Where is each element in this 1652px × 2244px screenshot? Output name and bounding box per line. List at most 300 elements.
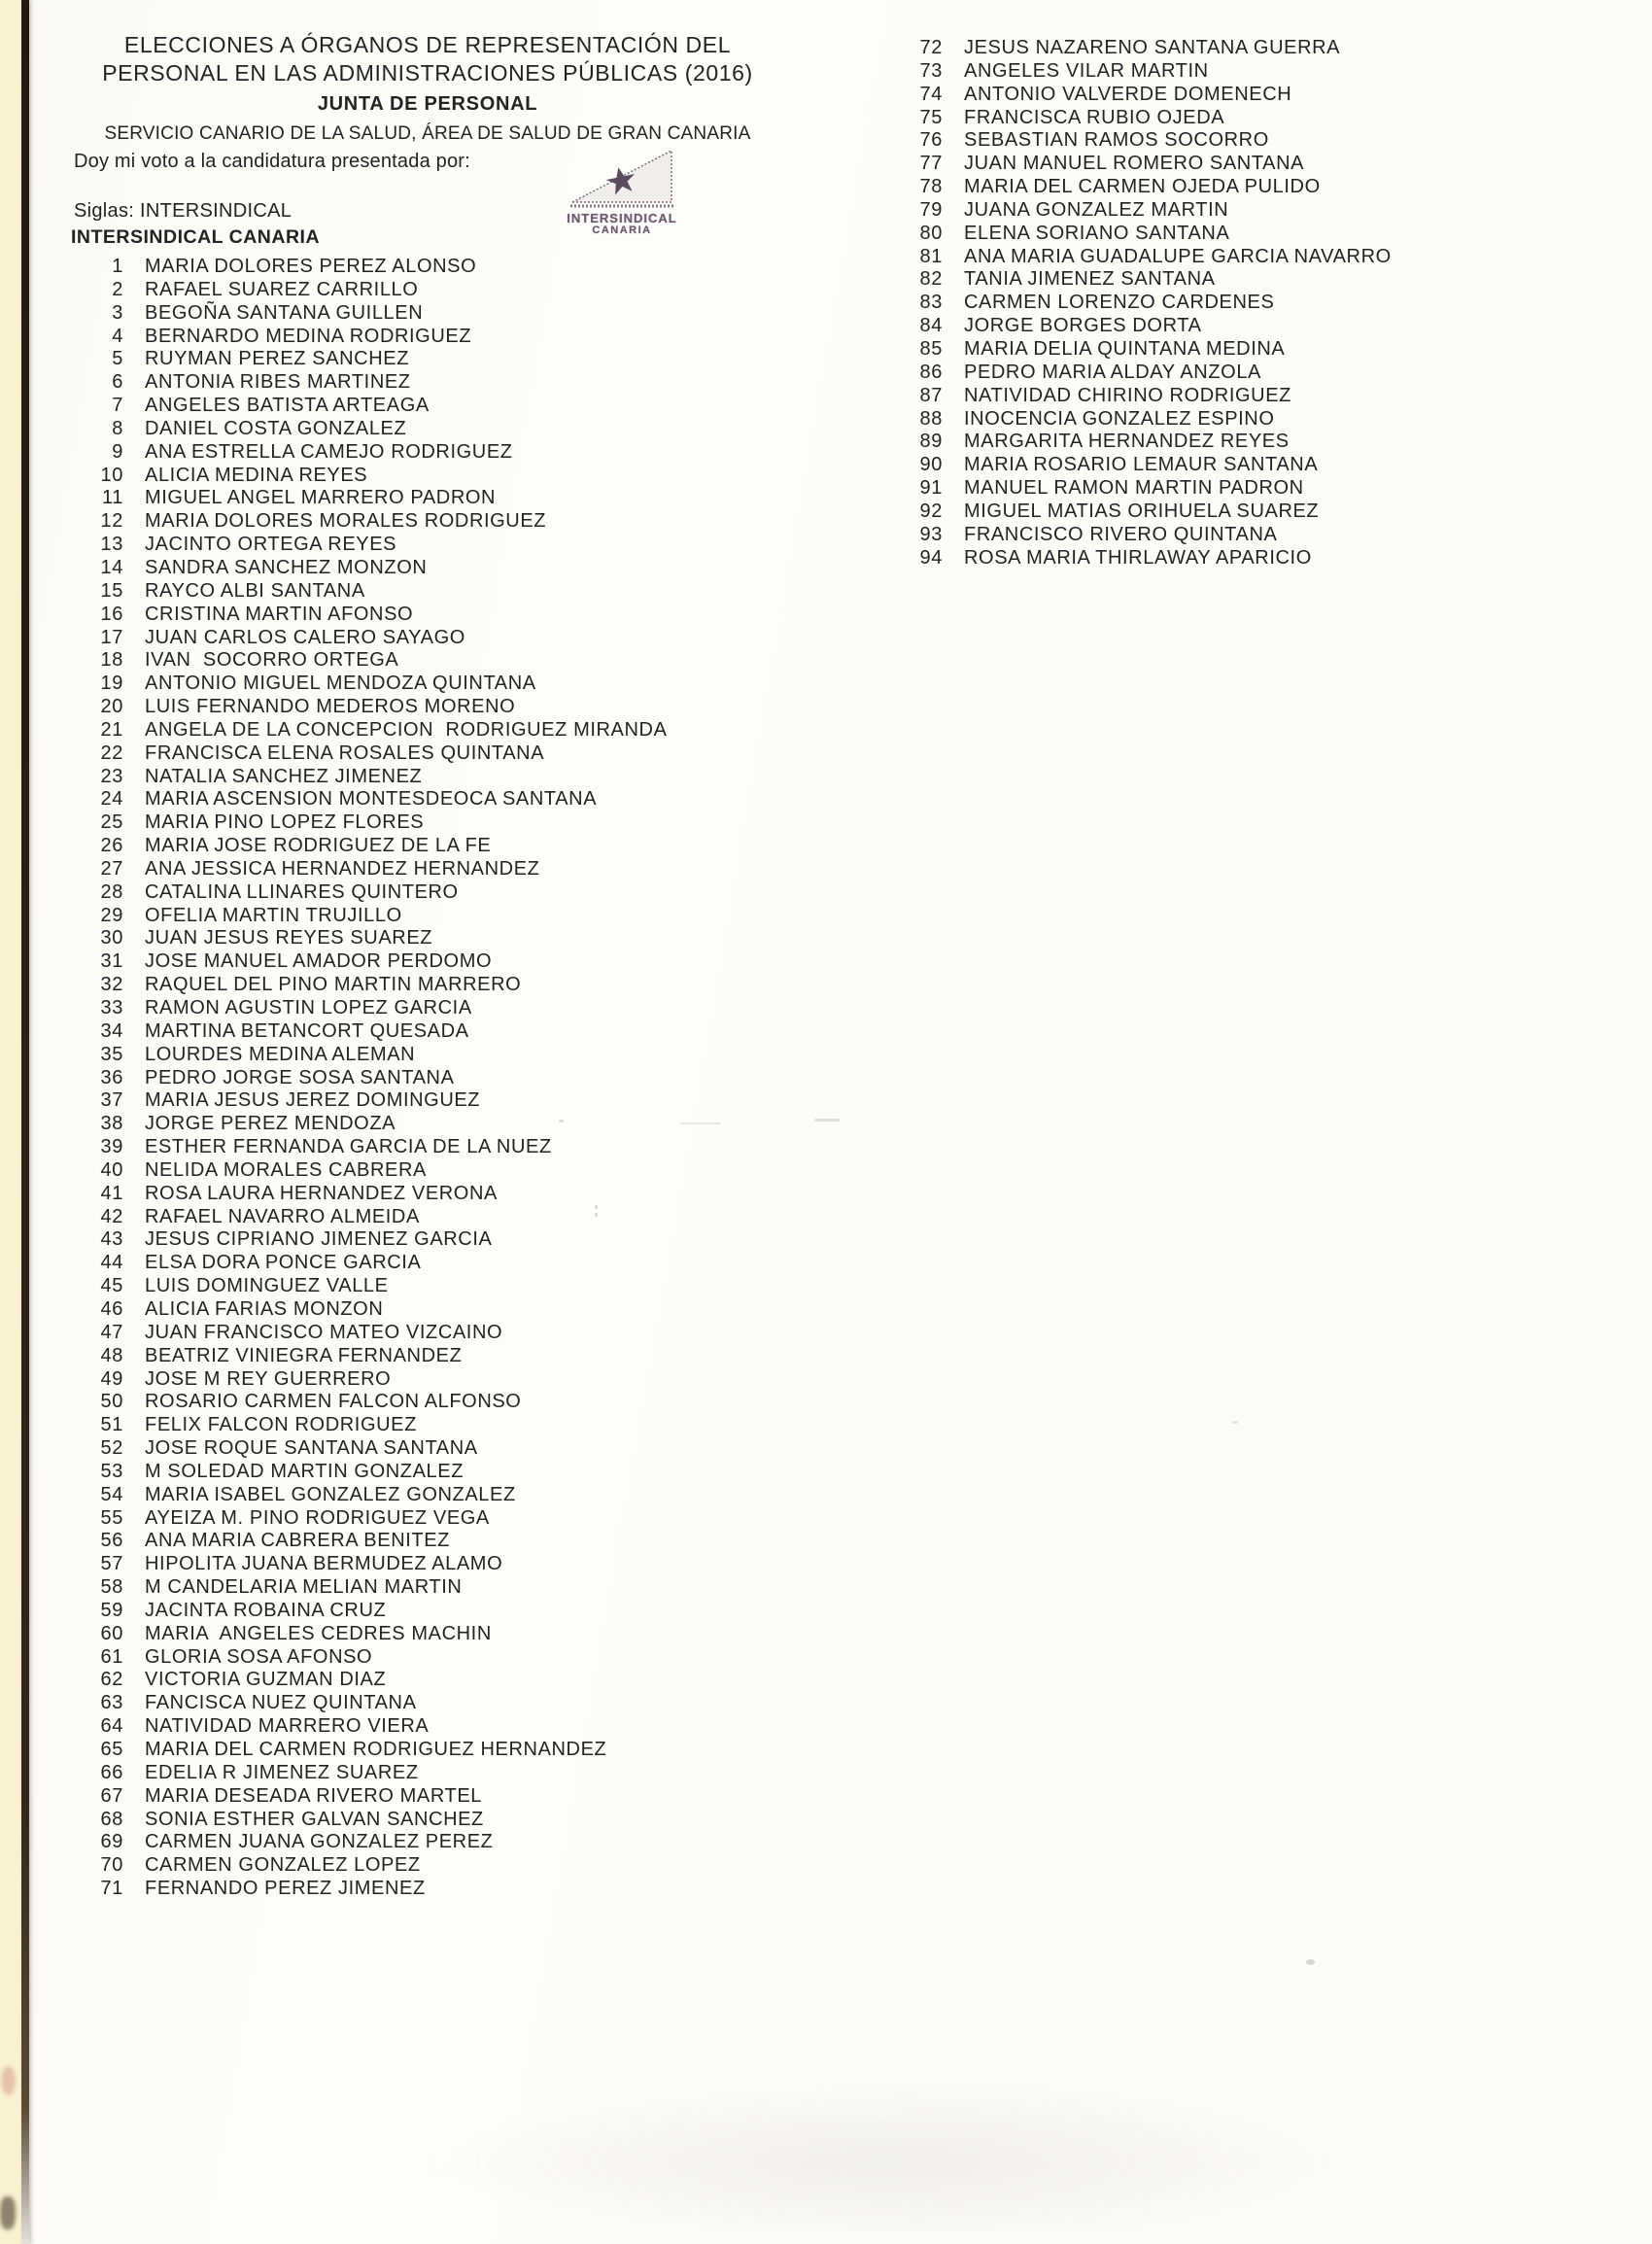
candidate-number: 39 (100, 1136, 123, 1158)
candidate-name: MARIA DEL CARMEN RODRIGUEZ HERNANDEZ (145, 1739, 607, 1760)
list-item (94, 1854, 668, 1878)
list-item (94, 1159, 668, 1183)
list-item (94, 1600, 668, 1623)
junta-de-personal-title: JUNTA DE PERSONAL (317, 93, 538, 115)
list-item (94, 905, 668, 928)
candidate-name: MARIA DELIA QUINTANA MEDINA (964, 337, 1286, 360)
candidate-name: JUANA GONZALEZ MARTIN (964, 198, 1229, 221)
candidate-number: 4 (112, 325, 123, 347)
candidate-number: 67 (100, 1784, 123, 1807)
candidate-number: 73 (919, 59, 943, 82)
candidate-number: 18 (100, 649, 123, 672)
candidate-number: 74 (919, 83, 943, 105)
list-item (94, 465, 668, 488)
list-item (913, 292, 1392, 315)
candidate-name: ROSA MARIA THIRLAWAY APARICIO (964, 546, 1312, 569)
candidate-number: 1 (112, 256, 123, 277)
candidate-number: 70 (100, 1854, 123, 1877)
candidate-number: 78 (919, 176, 943, 198)
candidate-name: JACINTO ORTEGA REYES (145, 534, 397, 556)
candidate-number: 35 (100, 1043, 123, 1065)
list-item (913, 385, 1392, 408)
candidate-number: 36 (100, 1066, 123, 1088)
candidate-number: 57 (100, 1553, 123, 1575)
list-item (913, 454, 1392, 477)
scan-artifact (1232, 1421, 1238, 1424)
vote-statement: Doy mi voto a la candidatura presentada por: (74, 151, 470, 172)
list-item (94, 1739, 668, 1762)
candidate-number: 16 (100, 603, 123, 625)
list-item (94, 1507, 668, 1531)
candidate-number: 62 (100, 1669, 123, 1691)
candidate-number: 29 (100, 904, 123, 926)
list-item (94, 279, 668, 302)
candidate-name: TANIA JIMENEZ SANTANA (964, 268, 1216, 291)
candidate-name: ANA ESTRELLA CAMEJO RODRIGUEZ (145, 440, 513, 463)
candidate-number: 28 (100, 880, 123, 903)
list-item (94, 1461, 668, 1484)
list-item (94, 627, 668, 650)
candidate-name: FRANCISCA RUBIO OJEDA (964, 106, 1225, 128)
list-item (94, 974, 668, 997)
candidate-name: MARIA DEL CARMEN OJEDA PULIDO (964, 176, 1321, 198)
list-item (94, 1067, 668, 1090)
list-item (94, 788, 668, 811)
candidate-name: ALICIA FARIAS MONZON (145, 1297, 384, 1320)
list-item (94, 1275, 668, 1298)
candidate-number: 22 (100, 742, 123, 764)
list-item (94, 580, 668, 604)
scan-artifact (559, 1120, 564, 1122)
candidate-name: NATIVIDAD MARRERO VIERA (145, 1715, 430, 1738)
list-item (94, 719, 668, 742)
candidate-name: IVAN SOCORRO ORTEGA (145, 649, 399, 672)
candidate-number: 46 (100, 1297, 123, 1320)
list-item (94, 673, 668, 696)
candidate-number: 69 (100, 1831, 123, 1853)
list-item (913, 362, 1392, 385)
candidate-number: 34 (100, 1019, 123, 1042)
candidate-name: BERNARDO MEDINA RODRIGUEZ (145, 325, 472, 347)
candidate-name: RUYMAN PEREZ SANCHEZ (145, 348, 410, 370)
candidate-name: SANDRA SANCHEZ MONZON (145, 556, 428, 578)
candidate-name: JUAN FRANCISCO MATEO VIZCAINO (145, 1321, 503, 1343)
list-item (94, 696, 668, 719)
candidate-name: VICTORIA GUZMAN DIAZ (145, 1669, 387, 1691)
candidate-number: 75 (919, 106, 943, 128)
intersindical-canaria-logo (562, 146, 682, 237)
candidate-number: 91 (919, 477, 943, 500)
candidate-number: 83 (919, 292, 943, 314)
list-item (913, 431, 1392, 454)
candidate-number: 20 (100, 696, 123, 718)
candidate-number: 54 (100, 1483, 123, 1505)
candidate-name: ESTHER FERNANDA GARCIA DE LA NUEZ (145, 1136, 552, 1158)
candidate-number: 66 (100, 1761, 123, 1783)
list-item (913, 176, 1392, 199)
list-item (94, 1136, 668, 1159)
candidate-name: LOURDES MEDINA ALEMAN (145, 1043, 416, 1065)
list-item (94, 1878, 668, 1901)
candidate-number: 48 (100, 1344, 123, 1366)
candidate-number: 6 (112, 371, 123, 394)
candidate-number: 13 (100, 534, 123, 556)
candidate-number: 81 (919, 245, 943, 267)
candidate-name: SONIA ESTHER GALVAN SANCHEZ (145, 1808, 484, 1830)
candidate-name: NATIVIDAD CHIRINO RODRIGUEZ (964, 384, 1291, 406)
candidate-number: 88 (919, 407, 943, 430)
list-item (94, 510, 668, 534)
candidate-number: 64 (100, 1715, 123, 1738)
candidate-number: 58 (100, 1576, 123, 1599)
candidate-name: LUIS FERNANDO MEDEROS MORENO (145, 696, 516, 718)
scan-artifact (595, 1213, 598, 1217)
scan-artifact (1, 2066, 16, 2095)
candidate-name: JOSE ROQUE SANTANA SANTANA (145, 1437, 478, 1460)
list-item (913, 107, 1392, 130)
list-item (94, 858, 668, 881)
candidate-name: HIPOLITA JUANA BERMUDEZ ALAMO (145, 1553, 503, 1575)
list-item (94, 1437, 668, 1461)
list-item (94, 604, 668, 627)
candidate-number: 80 (919, 222, 943, 244)
scan-artifact (418, 2080, 1341, 2230)
candidate-column-right (913, 37, 1392, 570)
candidate-number: 86 (919, 361, 943, 383)
list-item (94, 1044, 668, 1067)
list-item (94, 927, 668, 950)
candidate-number: 17 (100, 626, 123, 648)
candidate-number: 44 (100, 1252, 123, 1274)
candidate-name: JORGE BORGES DORTA (964, 315, 1202, 337)
list-item (94, 1576, 668, 1600)
candidate-number: 15 (100, 579, 123, 602)
candidate-number: 38 (100, 1113, 123, 1135)
candidate-name: MARIA ROSARIO LEMAUR SANTANA (964, 454, 1319, 476)
list-item (913, 268, 1392, 292)
scan-artifact (814, 1119, 840, 1122)
candidate-number: 31 (100, 950, 123, 973)
candidate-name: FRANCISCA ELENA ROSALES QUINTANA (145, 742, 545, 764)
list-item (94, 302, 668, 326)
candidate-name: MARIA DESEADA RIVERO MARTEL (145, 1784, 483, 1807)
list-item (94, 1368, 668, 1392)
candidate-number: 11 (102, 487, 123, 509)
list-item (94, 1831, 668, 1854)
candidate-name: NATALIA SANCHEZ JIMENEZ (145, 765, 423, 787)
candidate-number: 50 (100, 1391, 123, 1413)
list-item (94, 1183, 668, 1206)
list-item (94, 487, 668, 510)
candidate-number: 55 (100, 1506, 123, 1529)
list-item (94, 256, 668, 279)
candidate-name: NELIDA MORALES CABRERA (145, 1158, 427, 1181)
list-item (94, 1692, 668, 1715)
candidate-name: MANUEL RAMON MARTIN PADRON (964, 477, 1304, 500)
candidate-name: ANA MARIA GUADALUPE GARCIA NAVARRO (964, 245, 1392, 267)
candidate-name: PEDRO JORGE SOSA SANTANA (145, 1066, 455, 1088)
candidate-name: MIGUEL MATIAS ORIHUELA SUAREZ (964, 500, 1320, 522)
candidate-name: BEATRIZ VINIEGRA FERNANDEZ (145, 1344, 463, 1366)
candidate-name: JORGE PEREZ MENDOZA (145, 1113, 396, 1135)
list-item (913, 84, 1392, 107)
candidate-name: FANCISCA NUEZ QUINTANA (145, 1692, 417, 1714)
candidate-number: 32 (100, 974, 123, 996)
candidacy-name: INTERSINDICAL CANARIA (71, 226, 321, 248)
candidate-number: 77 (919, 153, 943, 175)
scan-artifact (0, 2196, 16, 2229)
scan-edge-strip (0, 0, 21, 2244)
candidate-name: JUAN CARLOS CALERO SAYAGO (145, 626, 465, 648)
candidate-name: MARIA ASCENSION MONTESDEOCA SANTANA (145, 788, 598, 811)
list-item (913, 223, 1392, 246)
list-item (913, 199, 1392, 223)
candidate-number: 12 (100, 510, 123, 533)
candidate-name: MARIA ISABEL GONZALEZ GONZALEZ (145, 1483, 516, 1505)
candidate-name: ANTONIO VALVERDE DOMENECH (964, 83, 1292, 105)
candidate-name: MARIA JESUS JEREZ DOMINGUEZ (145, 1089, 481, 1112)
candidate-name: MARTINA BETANCORT QUESADA (145, 1019, 469, 1042)
list-item (94, 1345, 668, 1368)
list-item (913, 246, 1392, 269)
list-item (913, 338, 1392, 362)
candidate-number: 51 (100, 1414, 123, 1436)
candidate-number: 52 (100, 1437, 123, 1460)
candidate-number: 60 (100, 1622, 123, 1644)
list-item (94, 348, 668, 371)
list-item (94, 881, 668, 905)
candidate-name: RAQUEL DEL PINO MARTIN MARRERO (145, 974, 522, 996)
candidate-number: 37 (100, 1089, 123, 1112)
ballot-header (92, 31, 763, 145)
candidate-name: JUAN JESUS REYES SUAREZ (145, 927, 433, 949)
candidate-number: 53 (100, 1460, 123, 1482)
candidate-number: 43 (100, 1228, 123, 1251)
candidate-name: JESUS CIPRIANO JIMENEZ GARCIA (145, 1228, 493, 1251)
candidate-number: 47 (100, 1321, 123, 1343)
candidate-name: CRISTINA MARTIN AFONSO (145, 603, 414, 625)
list-item (913, 37, 1392, 60)
candidate-number: 24 (100, 788, 123, 811)
candidate-name: CARMEN LORENZO CARDENES (964, 292, 1275, 314)
candidate-name: BEGOÑA SANTANA GUILLEN (145, 301, 424, 324)
election-title-line1: ELECCIONES A ÓRGANOS DE REPRESENTACIÓN DEL (123, 32, 732, 57)
health-service-line: SERVICIO CANARIO DE LA SALUD, ÁREA DE SALUD DE GRAN CANARIA (104, 123, 751, 144)
candidate-name: JACINTA ROBAINA CRUZ (145, 1599, 387, 1621)
list-item (94, 950, 668, 974)
candidate-name: PEDRO MARIA ALDAY ANZOLA (964, 361, 1261, 383)
candidate-number: 82 (919, 268, 943, 291)
candidate-name: FRANCISCO RIVERO QUINTANA (964, 523, 1278, 545)
candidate-number: 87 (919, 384, 943, 406)
list-item (94, 1414, 668, 1437)
candidate-name: MARIA PINO LOPEZ FLORES (145, 811, 425, 834)
candidate-name: ANGELES BATISTA ARTEAGA (145, 395, 430, 417)
candidate-name: ANTONIO MIGUEL MENDOZA QUINTANA (145, 673, 536, 695)
candidate-name: RAMON AGUSTIN LOPEZ GARCIA (145, 997, 472, 1018)
candidate-name: M SOLEDAD MARTIN GONZALEZ (145, 1460, 465, 1482)
candidate-number: 10 (100, 464, 123, 486)
candidate-number: 41 (100, 1182, 123, 1204)
candidate-number: 76 (919, 129, 943, 152)
candidate-name: ELENA SORIANO SANTANA (964, 222, 1230, 244)
list-item (94, 326, 668, 349)
candidate-name: CARMEN GONZALEZ LOPEZ (145, 1854, 421, 1877)
candidate-number: 33 (100, 997, 123, 1018)
candidate-name: MARIA ANGELES CEDRES MACHIN (145, 1622, 492, 1644)
list-item (94, 1484, 668, 1507)
candidate-name: ELSA DORA PONCE GARCIA (145, 1252, 422, 1274)
candidate-number: 19 (100, 673, 123, 695)
candidate-number: 59 (100, 1599, 123, 1621)
candidate-name: MARIA JOSE RODRIGUEZ DE LA FE (145, 835, 492, 857)
candidate-number: 85 (919, 337, 943, 360)
list-item (94, 1322, 668, 1345)
candidate-name: JESUS NAZARENO SANTANA GUERRA (964, 37, 1341, 58)
candidate-number: 93 (919, 523, 943, 545)
list-item (94, 395, 668, 418)
candidate-number: 89 (919, 431, 943, 453)
candidate-name: AYEIZA M. PINO RODRIGUEZ VEGA (145, 1506, 490, 1529)
list-item (94, 534, 668, 557)
candidate-name: DANIEL COSTA GONZALEZ (145, 417, 407, 439)
candidate-number: 49 (100, 1367, 123, 1390)
candidate-name: FELIX FALCON RODRIGUEZ (145, 1414, 417, 1436)
list-item (94, 1623, 668, 1646)
list-item (913, 129, 1392, 153)
candidate-number: 42 (100, 1205, 123, 1227)
list-item (94, 811, 668, 835)
list-item (94, 1715, 668, 1739)
scan-artifact (1306, 1959, 1315, 1965)
candidate-name: ANA JESSICA HERNANDEZ HERNANDEZ (145, 857, 540, 880)
list-item (94, 418, 668, 441)
candidate-number: 7 (112, 395, 123, 417)
candidate-column-left (94, 256, 668, 1901)
candidate-number: 71 (100, 1878, 123, 1900)
candidate-name: SEBASTIAN RAMOS SOCORRO (964, 129, 1269, 152)
candidate-name: ROSA LAURA HERNANDEZ VERONA (145, 1182, 498, 1204)
list-item (913, 501, 1392, 524)
list-item (94, 1089, 668, 1113)
candidate-name: ANTONIA RIBES MARTINEZ (145, 371, 411, 394)
list-item (94, 557, 668, 580)
candidate-name: CATALINA LLINARES QUINTERO (145, 880, 459, 903)
list-item (94, 1646, 668, 1670)
candidate-number: 92 (919, 500, 943, 522)
candidate-number: 45 (100, 1275, 123, 1297)
list-item (94, 1252, 668, 1275)
list-item (94, 1809, 668, 1832)
candidate-number: 9 (112, 440, 123, 463)
list-item (94, 441, 668, 465)
candidate-name: ALICIA MEDINA REYES (145, 464, 368, 486)
candidate-number: 65 (100, 1739, 123, 1760)
candidate-name: JOSE MANUEL AMADOR PERDOMO (145, 950, 493, 973)
candidate-name: RAYCO ALBI SANTANA (145, 579, 365, 602)
candidate-number: 8 (112, 417, 123, 439)
list-item (94, 835, 668, 858)
candidate-name: MARIA DOLORES PEREZ ALONSO (145, 256, 477, 277)
candidate-name: GLORIA SOSA AFONSO (145, 1645, 373, 1668)
candidate-number: 94 (919, 546, 943, 569)
list-item (913, 547, 1392, 570)
candidate-number: 5 (112, 348, 123, 370)
candidate-number: 63 (100, 1692, 123, 1714)
candidate-number: 61 (100, 1645, 123, 1668)
list-item (94, 1020, 668, 1044)
candidate-number: 14 (100, 556, 123, 578)
candidate-name: CARMEN JUANA GONZALEZ PEREZ (145, 1831, 494, 1853)
candidate-number: 68 (100, 1808, 123, 1830)
list-item (94, 997, 668, 1020)
candidate-number: 90 (919, 454, 943, 476)
candidate-name: JUAN MANUEL ROMERO SANTANA (964, 153, 1305, 175)
candidate-number: 2 (112, 278, 123, 300)
candidate-name: ANGELA DE LA CONCEPCION RODRIGUEZ MIRANDA (145, 718, 668, 741)
list-item (94, 371, 668, 395)
list-item (94, 1553, 668, 1576)
list-item (94, 1228, 668, 1252)
list-item (94, 1206, 668, 1229)
candidate-name: MARGARITA HERNANDEZ REYES (964, 431, 1290, 453)
candidate-name: OFELIA MARTIN TRUJILLO (145, 904, 402, 926)
candidate-name: ANGELES VILAR MARTIN (964, 59, 1209, 82)
candidate-number: 40 (100, 1158, 123, 1181)
candidate-name: INOCENCIA GONZALEZ ESPINO (964, 407, 1275, 430)
list-item (94, 1298, 668, 1322)
candidate-name: LUIS DOMINGUEZ VALLE (145, 1275, 389, 1297)
list-item (94, 742, 668, 766)
candidate-name: RAFAEL SUAREZ CARRILLO (145, 278, 419, 300)
scan-edge-line (21, 0, 29, 2244)
logo-sail-graphic (565, 146, 679, 212)
list-item (94, 766, 668, 789)
candidate-number: 72 (919, 37, 943, 58)
list-item (913, 315, 1392, 338)
logo-text-line2: CANARIA (592, 224, 652, 236)
candidate-number: 79 (919, 198, 943, 221)
candidate-number: 25 (100, 811, 123, 834)
candidate-name: MARIA DOLORES MORALES RODRIGUEZ (145, 510, 547, 533)
candidate-number: 30 (100, 927, 123, 949)
candidate-number: 21 (100, 718, 123, 741)
list-item (94, 1785, 668, 1809)
list-item (94, 1113, 668, 1136)
list-item (913, 408, 1392, 432)
candidate-number: 3 (112, 301, 123, 324)
logo-text-line1: INTERSINDICAL (567, 211, 677, 225)
list-item (94, 1530, 668, 1553)
candidate-number: 23 (100, 765, 123, 787)
election-title-line2: PERSONAL EN LAS ADMINISTRACIONES PÚBLICAS (2016) (102, 60, 753, 86)
list-item (94, 649, 668, 673)
list-item (94, 1391, 668, 1414)
scan-artifact (595, 1205, 598, 1209)
list-item (94, 1669, 668, 1692)
candidate-name: EDELIA R JIMENEZ SUAREZ (145, 1761, 419, 1783)
candidate-number: 84 (919, 315, 943, 337)
siglas-line: Siglas: INTERSINDICAL (74, 200, 293, 222)
list-item (913, 60, 1392, 84)
candidate-name: ANA MARIA CABRERA BENITEZ (145, 1530, 450, 1552)
candidate-number: 56 (100, 1530, 123, 1552)
candidate-name: M CANDELARIA MELIAN MARTIN (145, 1576, 463, 1599)
list-item (913, 153, 1392, 176)
candidate-number: 26 (100, 835, 123, 857)
candidate-name: JOSE M REY GUERRERO (145, 1367, 392, 1390)
candidate-name: FERNANDO PEREZ JIMENEZ (145, 1878, 426, 1900)
